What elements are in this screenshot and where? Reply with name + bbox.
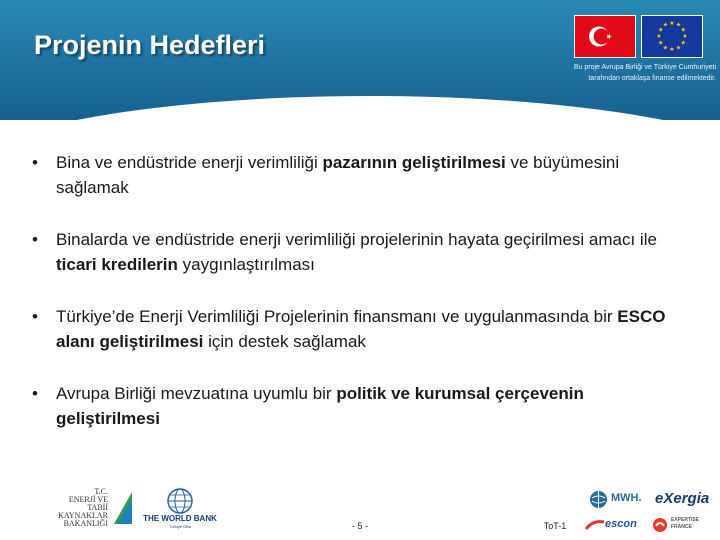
objective-text-bold: ESCO alanı geliştirilmesi bbox=[56, 307, 666, 351]
objective-item bbox=[30, 227, 690, 277]
mwh-logo-text: MWH. bbox=[611, 492, 642, 504]
svg-text:★: ★ bbox=[658, 26, 664, 34]
objectives-list bbox=[30, 150, 690, 458]
ministry-line: BAKANLIĞI bbox=[63, 519, 108, 528]
svg-text:★: ★ bbox=[680, 39, 686, 47]
expertise-france-icon bbox=[652, 517, 668, 533]
objective-text-bold: pazarının geliştirilmesi bbox=[322, 153, 506, 172]
svg-text:★: ★ bbox=[658, 39, 664, 47]
turkey-flag-icon bbox=[574, 15, 636, 58]
escon-logo-text: escon bbox=[605, 518, 637, 530]
bullet-dot-icon: • bbox=[32, 153, 38, 172]
svg-text:★: ★ bbox=[669, 46, 675, 53]
objective-text-bold: politik ve kurumsal çerçevenin geliştirilmesi bbox=[56, 384, 584, 428]
objective-text: Binalarda ve endüstride enerji verimliliği projelerinin hayata geçirilmesi amacı ile bbox=[56, 230, 657, 249]
svg-text:★: ★ bbox=[656, 33, 662, 40]
bullet-dot-icon: • bbox=[32, 384, 38, 403]
ministry-line: ENERJİ VE bbox=[68, 495, 108, 504]
bullet-dot-icon: • bbox=[32, 307, 38, 326]
world-bank-label: THE WORLD BANK bbox=[143, 514, 217, 523]
objective-text: yaygınlaştırılması bbox=[177, 255, 315, 274]
objective-text-bold: ticari kredilerin bbox=[56, 255, 178, 274]
ministry-logo-text bbox=[36, 488, 108, 528]
svg-text:★: ★ bbox=[675, 21, 682, 29]
svg-text:★: ★ bbox=[680, 26, 686, 34]
ministry-logo-icon bbox=[112, 490, 134, 526]
objective-text: ve büyümesini sağlamak bbox=[56, 153, 620, 197]
exergia-logo-text: eXergia bbox=[655, 490, 710, 507]
objective-item bbox=[30, 304, 690, 354]
svg-text:★: ★ bbox=[682, 33, 688, 40]
svg-text:★: ★ bbox=[662, 21, 669, 29]
bullet-dot-icon: • bbox=[32, 230, 38, 249]
objective-item bbox=[30, 150, 690, 200]
objective-item bbox=[30, 381, 690, 431]
svg-text:★: ★ bbox=[675, 44, 682, 52]
header-banner bbox=[0, 0, 720, 120]
funding-line-2: tarafından ortaklaşa finanse edilmektedir. bbox=[588, 75, 716, 82]
funding-note bbox=[520, 62, 716, 84]
world-bank-globe-icon bbox=[167, 488, 193, 514]
objective-text: Bina ve endüstride enerji verimliliği bbox=[56, 153, 323, 172]
header-curve bbox=[0, 96, 720, 120]
escon-swoosh-icon bbox=[585, 518, 605, 532]
world-bank-sublabel: Türkiye Ofisi bbox=[168, 524, 192, 529]
funding-line-1: Bu proje Avrupa Birliği ve Türkiye Cumhuriyeti bbox=[573, 64, 716, 71]
eu-flag-icon bbox=[641, 15, 703, 58]
objective-text: Avrupa Birliği mevzuatına uyumlu bir bbox=[56, 384, 337, 403]
ministry-line: T.C. bbox=[94, 487, 108, 496]
slide-code: ToT-1 bbox=[543, 521, 567, 531]
slide-title: Projenin Hedefleri bbox=[34, 30, 266, 60]
expertise-france-label: EXPERTISE FRANCE bbox=[671, 517, 700, 530]
objective-text: için destek sağlamak bbox=[203, 332, 366, 351]
mwh-globe-icon bbox=[589, 490, 608, 509]
page-number: - 5 - bbox=[351, 521, 368, 531]
svg-text:★: ★ bbox=[669, 20, 675, 27]
ministry-line: TABİİ KAYNAKLAR bbox=[58, 503, 108, 520]
svg-text:★: ★ bbox=[662, 44, 669, 52]
objective-text: Türkiye’de Enerji Verimliliği Projelerinin finansmanı ve uygulanmasında bir bbox=[56, 307, 618, 326]
